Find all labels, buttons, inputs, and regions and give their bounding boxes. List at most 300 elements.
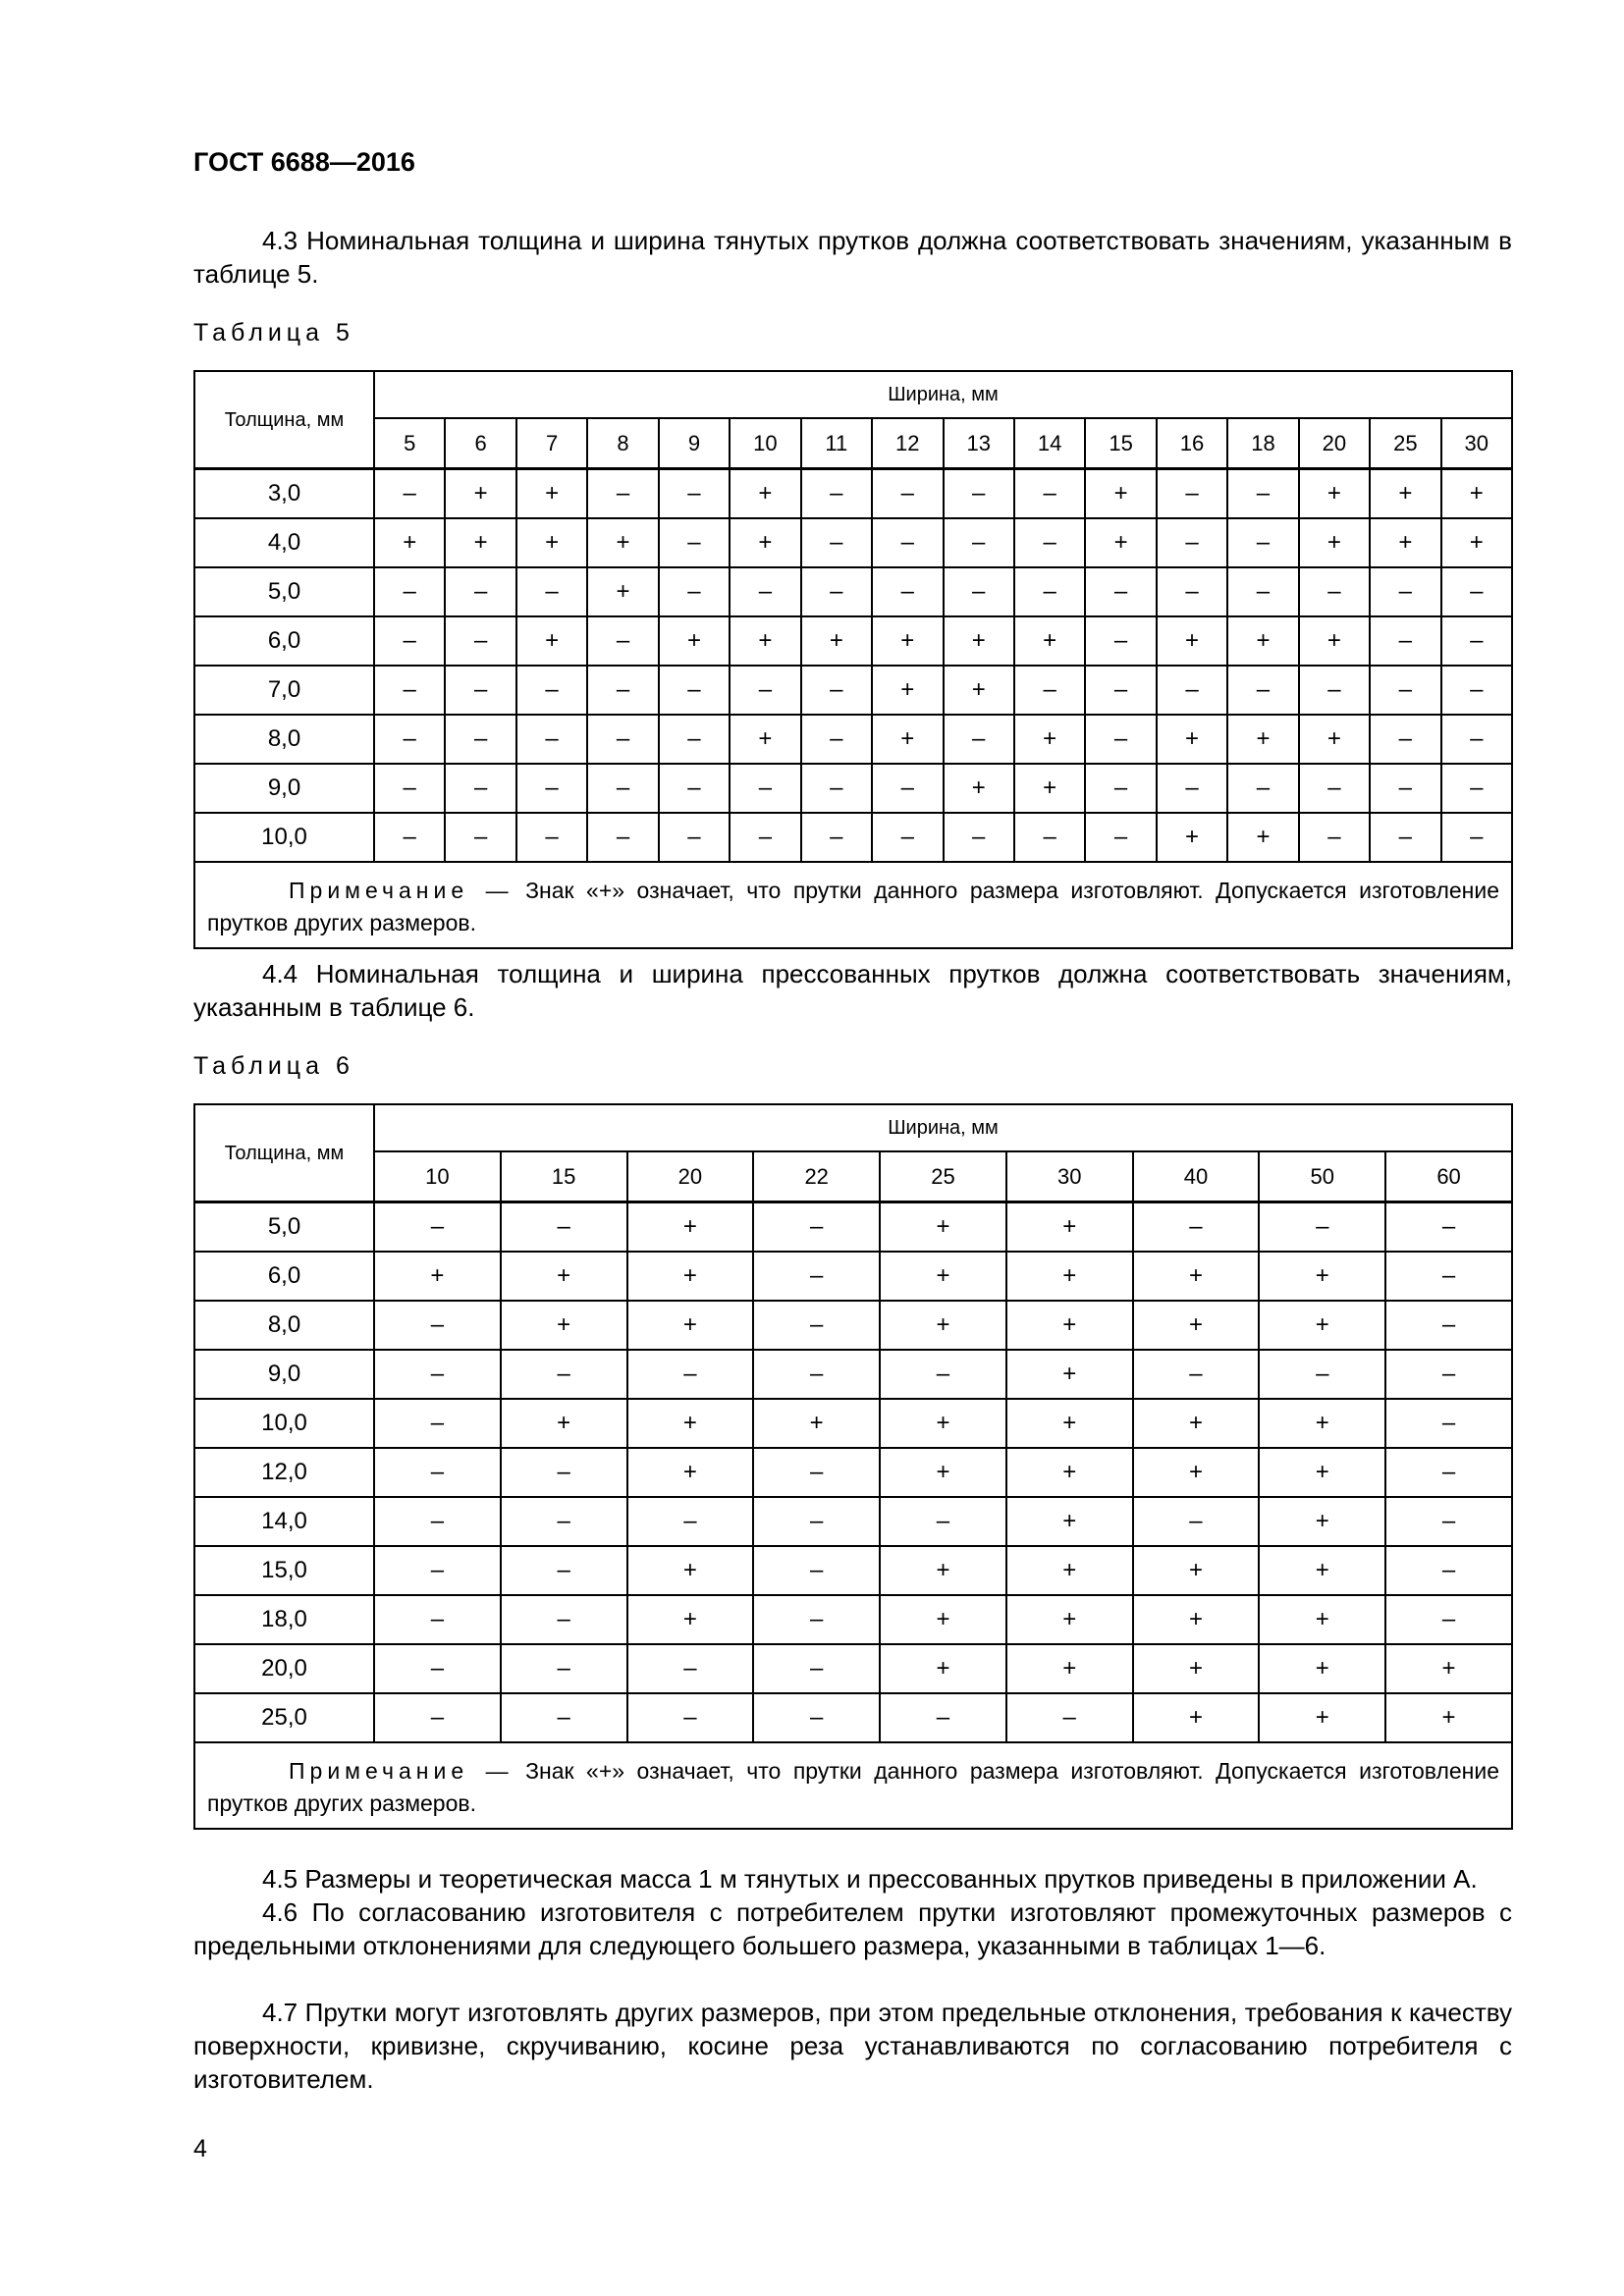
- availability-cell: –: [1227, 666, 1298, 715]
- availability-cell: +: [1441, 518, 1512, 567]
- availability-cell: –: [501, 1595, 627, 1644]
- thickness-value: 7,0: [194, 666, 374, 715]
- availability-cell: +: [659, 616, 730, 666]
- availability-cell: –: [753, 1448, 880, 1497]
- width-value: 13: [944, 418, 1014, 469]
- thickness-value: 14,0: [194, 1497, 374, 1546]
- note-label: Примечание —: [289, 1758, 514, 1784]
- availability-cell: +: [1157, 813, 1227, 862]
- width-value: 18: [1227, 418, 1298, 469]
- table-note: [194, 1742, 1512, 1829]
- paragraph-4-3: [193, 224, 1512, 291]
- availability-cell: +: [1259, 1693, 1385, 1742]
- thickness-value: 10,0: [194, 813, 374, 862]
- availability-cell: –: [516, 813, 587, 862]
- availability-cell: –: [516, 764, 587, 813]
- availability-cell: –: [1014, 469, 1085, 519]
- thickness-value: 8,0: [194, 715, 374, 764]
- note-row: [194, 1742, 1512, 1829]
- availability-cell: +: [880, 1448, 1006, 1497]
- availability-cell: –: [501, 1350, 627, 1399]
- width-value: 40: [1133, 1151, 1260, 1202]
- width-value: 14: [1014, 418, 1085, 469]
- availability-cell: –: [801, 469, 872, 519]
- availability-cell: –: [1370, 764, 1440, 813]
- availability-cell: +: [1259, 1252, 1385, 1301]
- availability-cell: +: [627, 1546, 754, 1595]
- width-value: 15: [501, 1151, 627, 1202]
- availability-cell: –: [374, 567, 445, 616]
- width-value: 25: [1370, 418, 1440, 469]
- availability-cell: +: [1370, 518, 1440, 567]
- availability-cell: +: [880, 1252, 1006, 1301]
- width-value: 60: [1385, 1151, 1512, 1202]
- availability-cell: +: [1006, 1497, 1133, 1546]
- table-row: [194, 1252, 1512, 1301]
- availability-cell: –: [1370, 616, 1440, 666]
- paragraph-4-7: [193, 1996, 1512, 2096]
- availability-cell: +: [1085, 518, 1156, 567]
- thickness-value: 3,0: [194, 469, 374, 519]
- availability-cell: –: [880, 1693, 1006, 1742]
- availability-cell: +: [1133, 1301, 1260, 1350]
- table-row: [194, 1644, 1512, 1693]
- thickness-value: 6,0: [194, 1252, 374, 1301]
- width-value: 10: [374, 1151, 501, 1202]
- availability-cell: –: [944, 469, 1014, 519]
- table-row: [194, 1202, 1512, 1253]
- table-row: [194, 616, 1512, 666]
- availability-cell: –: [1370, 666, 1440, 715]
- availability-cell: –: [944, 715, 1014, 764]
- availability-cell: –: [1014, 666, 1085, 715]
- availability-cell: +: [1385, 1693, 1512, 1742]
- availability-cell: +: [627, 1399, 754, 1448]
- availability-cell: +: [944, 616, 1014, 666]
- availability-cell: –: [445, 666, 515, 715]
- availability-cell: +: [1299, 715, 1370, 764]
- availability-cell: –: [801, 813, 872, 862]
- table-row: [194, 1399, 1512, 1448]
- paragraph-text: 4.7 Прутки могут изготовлять других размеров, при этом предельные отклонения, требования к качеству поверхности, кривизне, скручиванию, косине реза устанавливаются по согласованию потребителя с изготовителем.: [193, 1998, 1512, 2094]
- paragraph-4-5: [193, 1862, 1512, 1896]
- availability-cell: –: [801, 518, 872, 567]
- availability-cell: +: [801, 616, 872, 666]
- availability-cell: –: [801, 567, 872, 616]
- width-value: 5: [374, 418, 445, 469]
- width-value: 20: [627, 1151, 754, 1202]
- availability-cell: –: [659, 764, 730, 813]
- availability-cell: –: [374, 1693, 501, 1742]
- availability-cell: –: [1370, 567, 1440, 616]
- availability-cell: +: [1227, 715, 1298, 764]
- availability-cell: –: [801, 764, 872, 813]
- availability-cell: –: [753, 1497, 880, 1546]
- availability-cell: –: [1085, 813, 1156, 862]
- availability-cell: +: [374, 518, 445, 567]
- availability-cell: –: [659, 666, 730, 715]
- table-row: [194, 469, 1512, 519]
- availability-cell: –: [374, 1448, 501, 1497]
- availability-cell: +: [501, 1252, 627, 1301]
- availability-cell: –: [1441, 567, 1512, 616]
- availability-cell: –: [944, 813, 1014, 862]
- width-value: 16: [1157, 418, 1227, 469]
- availability-cell: –: [1385, 1546, 1512, 1595]
- availability-cell: +: [872, 666, 943, 715]
- availability-cell: –: [753, 1595, 880, 1644]
- availability-cell: +: [627, 1301, 754, 1350]
- availability-cell: –: [801, 666, 872, 715]
- note-label: Примечание —: [289, 878, 514, 903]
- availability-cell: –: [872, 764, 943, 813]
- note-row: [194, 862, 1512, 948]
- availability-cell: –: [659, 715, 730, 764]
- availability-cell: –: [1014, 813, 1085, 862]
- availability-cell: –: [1299, 813, 1370, 862]
- availability-cell: –: [753, 1693, 880, 1742]
- availability-cell: +: [1006, 1252, 1133, 1301]
- width-value: 50: [1259, 1151, 1385, 1202]
- availability-cell: –: [1157, 764, 1227, 813]
- availability-cell: +: [880, 1595, 1006, 1644]
- availability-cell: +: [1133, 1448, 1260, 1497]
- availability-cell: –: [1085, 616, 1156, 666]
- availability-cell: –: [1133, 1497, 1260, 1546]
- availability-cell: –: [1157, 666, 1227, 715]
- width-value: 20: [1299, 418, 1370, 469]
- availability-cell: +: [1133, 1644, 1260, 1693]
- availability-cell: –: [944, 567, 1014, 616]
- availability-cell: –: [1299, 567, 1370, 616]
- availability-cell: –: [753, 1350, 880, 1399]
- availability-cell: +: [1014, 616, 1085, 666]
- availability-cell: +: [1227, 616, 1298, 666]
- availability-cell: –: [730, 567, 800, 616]
- thickness-value: 6,0: [194, 616, 374, 666]
- thickness-value: 4,0: [194, 518, 374, 567]
- availability-cell: –: [753, 1644, 880, 1693]
- availability-cell: –: [501, 1448, 627, 1497]
- availability-cell: +: [1133, 1399, 1260, 1448]
- availability-cell: +: [1133, 1252, 1260, 1301]
- paragraph-4-6: [193, 1896, 1512, 1962]
- availability-cell: –: [627, 1497, 754, 1546]
- availability-cell: –: [1133, 1202, 1260, 1253]
- availability-cell: –: [1006, 1693, 1133, 1742]
- note-text: Знак «+» означает, что прутки данного размера изготовляют. Допускается изготовление прутков других размеров.: [207, 878, 1499, 935]
- availability-cell: –: [1385, 1448, 1512, 1497]
- availability-cell: +: [516, 469, 587, 519]
- availability-cell: –: [1085, 666, 1156, 715]
- availability-cell: +: [1441, 469, 1512, 519]
- availability-cell: +: [1385, 1644, 1512, 1693]
- thickness-value: 18,0: [194, 1595, 374, 1644]
- availability-cell: +: [872, 616, 943, 666]
- thickness-value: 8,0: [194, 1301, 374, 1350]
- width-value: 8: [587, 418, 658, 469]
- table-row: [194, 1595, 1512, 1644]
- availability-cell: –: [1259, 1202, 1385, 1253]
- availability-cell: –: [374, 1399, 501, 1448]
- availability-cell: +: [944, 764, 1014, 813]
- availability-cell: –: [587, 666, 658, 715]
- width-header: Ширина, мм: [374, 371, 1512, 418]
- availability-cell: +: [374, 1252, 501, 1301]
- table6-caption: Таблица 6: [193, 1052, 354, 1080]
- availability-cell: –: [374, 1497, 501, 1546]
- width-value: 9: [659, 418, 730, 469]
- width-value: 30: [1006, 1151, 1133, 1202]
- availability-cell: +: [501, 1399, 627, 1448]
- availability-cell: +: [1299, 518, 1370, 567]
- availability-cell: –: [1385, 1301, 1512, 1350]
- thickness-value: 12,0: [194, 1448, 374, 1497]
- availability-cell: –: [374, 666, 445, 715]
- availability-cell: –: [374, 1546, 501, 1595]
- availability-cell: +: [501, 1301, 627, 1350]
- table5-caption: Таблица 5: [193, 319, 354, 347]
- availability-cell: –: [501, 1546, 627, 1595]
- availability-cell: +: [730, 469, 800, 519]
- availability-cell: –: [1441, 616, 1512, 666]
- thickness-header: Толщина, мм: [194, 1104, 374, 1202]
- availability-cell: –: [1441, 813, 1512, 862]
- table-row: [194, 1350, 1512, 1399]
- availability-cell: –: [872, 518, 943, 567]
- availability-cell: –: [872, 469, 943, 519]
- width-header: Ширина, мм: [374, 1104, 1512, 1151]
- availability-cell: –: [374, 1202, 501, 1253]
- table-row: [194, 1497, 1512, 1546]
- availability-cell: –: [1227, 764, 1298, 813]
- availability-cell: –: [501, 1693, 627, 1742]
- availability-cell: +: [1006, 1595, 1133, 1644]
- availability-cell: –: [872, 813, 943, 862]
- availability-cell: –: [1085, 567, 1156, 616]
- thickness-value: 5,0: [194, 567, 374, 616]
- availability-cell: –: [374, 469, 445, 519]
- table-row: [194, 1546, 1512, 1595]
- availability-cell: –: [1441, 666, 1512, 715]
- table-row: [194, 567, 1512, 616]
- availability-cell: –: [627, 1693, 754, 1742]
- availability-cell: –: [445, 764, 515, 813]
- paragraph-4-4: [193, 957, 1512, 1024]
- thickness-value: 15,0: [194, 1546, 374, 1595]
- availability-cell: –: [501, 1497, 627, 1546]
- availability-cell: +: [1227, 813, 1298, 862]
- availability-cell: –: [730, 764, 800, 813]
- availability-cell: –: [1227, 469, 1298, 519]
- availability-cell: +: [587, 518, 658, 567]
- availability-cell: –: [659, 469, 730, 519]
- availability-cell: +: [1299, 469, 1370, 519]
- availability-cell: +: [1014, 764, 1085, 813]
- availability-cell: +: [627, 1448, 754, 1497]
- availability-cell: –: [374, 715, 445, 764]
- availability-cell: +: [753, 1399, 880, 1448]
- width-value: 30: [1441, 418, 1512, 469]
- availability-cell: –: [1385, 1399, 1512, 1448]
- availability-cell: –: [659, 567, 730, 616]
- availability-cell: +: [1085, 469, 1156, 519]
- availability-cell: –: [1441, 764, 1512, 813]
- table-row: [194, 666, 1512, 715]
- paragraph-text: 4.3 Номинальная толщина и ширина тянутых прутков должна соответствовать значениям, указанным в таблице 5.: [193, 226, 1512, 289]
- availability-cell: +: [880, 1546, 1006, 1595]
- availability-cell: +: [1006, 1546, 1133, 1595]
- availability-cell: +: [627, 1202, 754, 1253]
- availability-cell: –: [1157, 469, 1227, 519]
- width-value: 25: [880, 1151, 1006, 1202]
- availability-cell: –: [627, 1644, 754, 1693]
- availability-cell: –: [516, 666, 587, 715]
- width-value: 22: [753, 1151, 880, 1202]
- thickness-header: Толщина, мм: [194, 371, 374, 469]
- table-note: [194, 862, 1512, 948]
- availability-cell: –: [659, 518, 730, 567]
- availability-cell: –: [587, 813, 658, 862]
- availability-cell: –: [374, 1644, 501, 1693]
- availability-cell: +: [730, 715, 800, 764]
- availability-cell: –: [880, 1350, 1006, 1399]
- availability-cell: +: [1006, 1399, 1133, 1448]
- availability-cell: –: [801, 715, 872, 764]
- availability-cell: +: [587, 567, 658, 616]
- thickness-value: 9,0: [194, 1350, 374, 1399]
- availability-cell: +: [1259, 1497, 1385, 1546]
- table-row: [194, 813, 1512, 862]
- availability-cell: +: [880, 1202, 1006, 1253]
- availability-cell: –: [501, 1202, 627, 1253]
- availability-cell: +: [1259, 1644, 1385, 1693]
- availability-cell: –: [374, 616, 445, 666]
- availability-cell: +: [880, 1301, 1006, 1350]
- table-row: [194, 1448, 1512, 1497]
- availability-cell: –: [659, 813, 730, 862]
- availability-cell: –: [445, 813, 515, 862]
- availability-cell: +: [627, 1252, 754, 1301]
- availability-cell: –: [872, 567, 943, 616]
- availability-cell: –: [1299, 764, 1370, 813]
- availability-cell: –: [1133, 1350, 1260, 1399]
- availability-cell: +: [1014, 715, 1085, 764]
- availability-cell: –: [374, 1595, 501, 1644]
- availability-cell: –: [1299, 666, 1370, 715]
- availability-cell: –: [1385, 1595, 1512, 1644]
- page-number: 4: [193, 2135, 207, 2163]
- availability-cell: –: [1441, 715, 1512, 764]
- availability-cell: –: [1227, 518, 1298, 567]
- thickness-value: 5,0: [194, 1202, 374, 1253]
- availability-cell: –: [445, 715, 515, 764]
- availability-cell: –: [1227, 567, 1298, 616]
- availability-cell: +: [1259, 1595, 1385, 1644]
- availability-cell: –: [516, 715, 587, 764]
- availability-cell: –: [1385, 1497, 1512, 1546]
- availability-cell: +: [1157, 715, 1227, 764]
- availability-cell: +: [730, 518, 800, 567]
- availability-cell: –: [1085, 764, 1156, 813]
- availability-cell: –: [374, 1301, 501, 1350]
- availability-cell: +: [1006, 1202, 1133, 1253]
- availability-cell: –: [753, 1301, 880, 1350]
- availability-cell: –: [587, 715, 658, 764]
- table-row: [194, 1693, 1512, 1742]
- availability-cell: +: [1259, 1448, 1385, 1497]
- table-6: [193, 1103, 1513, 1830]
- availability-cell: –: [1014, 567, 1085, 616]
- availability-cell: +: [1157, 616, 1227, 666]
- availability-cell: +: [1259, 1546, 1385, 1595]
- note-text: Знак «+» означает, что прутки данного размера изготовляют. Допускается изготовление прутков других размеров.: [207, 1758, 1499, 1816]
- thickness-value: 9,0: [194, 764, 374, 813]
- availability-cell: +: [627, 1595, 754, 1644]
- availability-cell: –: [1259, 1350, 1385, 1399]
- availability-cell: –: [587, 764, 658, 813]
- availability-cell: –: [445, 567, 515, 616]
- availability-cell: +: [1259, 1301, 1385, 1350]
- availability-cell: –: [1385, 1202, 1512, 1253]
- availability-cell: +: [1006, 1448, 1133, 1497]
- availability-cell: –: [1085, 715, 1156, 764]
- width-value: 12: [872, 418, 943, 469]
- availability-cell: –: [1385, 1252, 1512, 1301]
- availability-cell: +: [445, 518, 515, 567]
- availability-cell: –: [753, 1202, 880, 1253]
- availability-cell: –: [1370, 715, 1440, 764]
- width-value: 7: [516, 418, 587, 469]
- availability-cell: –: [753, 1546, 880, 1595]
- table-row: [194, 715, 1512, 764]
- availability-cell: –: [1014, 518, 1085, 567]
- availability-cell: +: [1299, 616, 1370, 666]
- availability-cell: –: [730, 813, 800, 862]
- availability-cell: –: [1385, 1350, 1512, 1399]
- availability-cell: –: [587, 616, 658, 666]
- availability-cell: –: [627, 1350, 754, 1399]
- availability-cell: –: [587, 469, 658, 519]
- thickness-value: 20,0: [194, 1644, 374, 1693]
- availability-cell: –: [880, 1497, 1006, 1546]
- availability-cell: +: [1133, 1546, 1260, 1595]
- availability-cell: –: [730, 666, 800, 715]
- table-5: [193, 370, 1513, 949]
- paragraph-text: 4.6 По согласованию изготовителя с потребителем прутки изготовляют промежуточных размеров с предельными отклонениями для следующего большего размера, указанными в таблицах 1—6.: [193, 1897, 1512, 1960]
- width-value: 15: [1085, 418, 1156, 469]
- width-value: 11: [801, 418, 872, 469]
- availability-cell: –: [944, 518, 1014, 567]
- availability-cell: –: [374, 764, 445, 813]
- availability-cell: +: [445, 469, 515, 519]
- availability-cell: +: [1006, 1301, 1133, 1350]
- availability-cell: +: [516, 518, 587, 567]
- availability-cell: +: [880, 1644, 1006, 1693]
- availability-cell: +: [730, 616, 800, 666]
- availability-cell: +: [1006, 1350, 1133, 1399]
- document-header: ГОСТ 6688—2016: [193, 147, 415, 177]
- table-row: [194, 518, 1512, 567]
- availability-cell: –: [753, 1252, 880, 1301]
- availability-cell: +: [872, 715, 943, 764]
- availability-cell: +: [1133, 1693, 1260, 1742]
- availability-cell: –: [1370, 813, 1440, 862]
- availability-cell: –: [1157, 567, 1227, 616]
- paragraph-text: 4.5 Размеры и теоретическая масса 1 м тянутых и прессованных прутков приведены в приложении А.: [262, 1864, 1478, 1894]
- table-row: [194, 764, 1512, 813]
- availability-cell: –: [445, 616, 515, 666]
